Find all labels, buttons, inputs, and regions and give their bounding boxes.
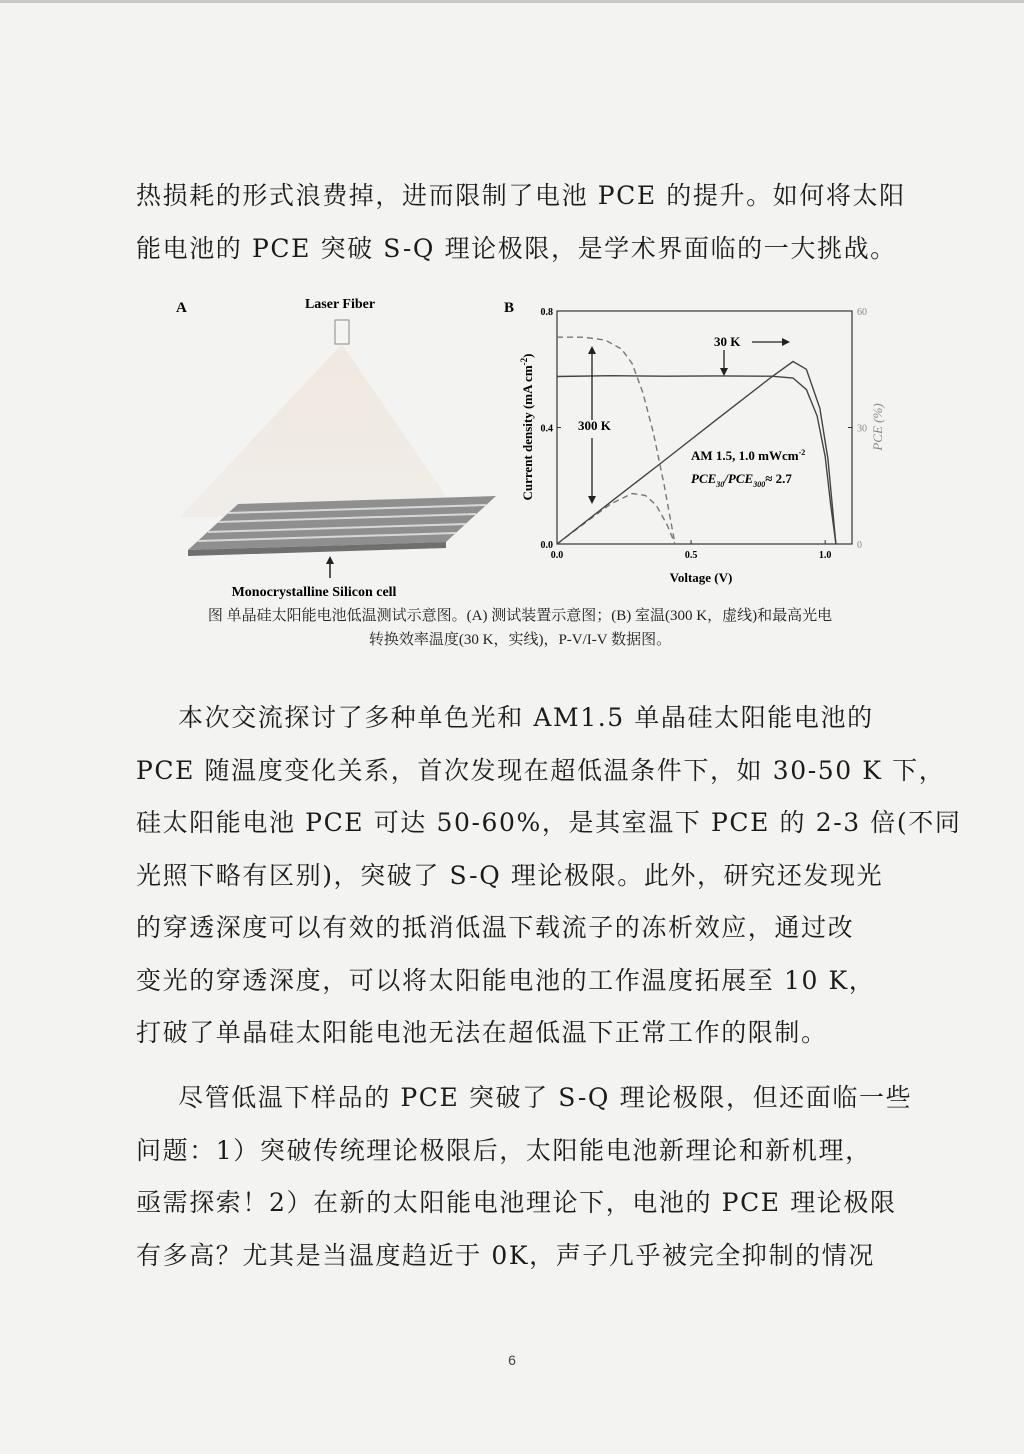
text-line: 能电池的 PCE 突破 S-Q 理论极限，是学术界面临的一大挑战。 bbox=[136, 233, 897, 263]
series-line-300k-j-v bbox=[557, 337, 675, 544]
y-tick-label: 0.4 bbox=[540, 423, 553, 435]
y-tick-label: 0.0 bbox=[540, 540, 553, 551]
x-axis-label: Voltage (V) bbox=[669, 570, 733, 585]
figure-caption bbox=[120, 604, 920, 652]
text-line: 问题：1）突破传统理论极限后，太阳能电池新理论和新机理， bbox=[136, 1135, 872, 1165]
series-line-300k-p-v bbox=[557, 494, 675, 545]
x-tick-label: 0.0 bbox=[550, 550, 564, 561]
scan-edge bbox=[0, 0, 1024, 3]
laser-fiber-label: Laser Fiber bbox=[304, 297, 376, 312]
y-axis-label: Current density (mA $cm^{-2}$) bbox=[519, 353, 535, 501]
y2-tick-label: 30 bbox=[857, 423, 867, 435]
text-line: 尽管低温下样品的 PCE 突破了 S-Q 理论极限，但还面临一些 bbox=[178, 1083, 913, 1112]
pce-ratio-label: $PCE_{30}/PCE_{300}\approx 2.7$ bbox=[691, 471, 792, 489]
caption-line: 图 单晶硅太阳能电池低温测试示意图。(A) 测试装置示意图；(B) 室温(300 K，虚线)和最高光电 bbox=[207, 608, 833, 624]
y2-axis-label: PCE (%) bbox=[870, 403, 885, 451]
label-300k: 300 K bbox=[578, 418, 611, 433]
text-line: 热损耗的形式浪费掉，进而限制了电池 PCE 的提升。如何将太阳 bbox=[136, 181, 906, 210]
arrowhead-up-icon bbox=[588, 346, 596, 354]
x-tick-label: 0.5 bbox=[684, 550, 698, 561]
caption-line: 转换效率温度(30 K，实线)，P-V/I-V 数据图。 bbox=[368, 632, 672, 648]
condition-label: AM 1.5, 1.0 mWcm$^{-2}$ bbox=[691, 448, 806, 463]
body-paragraph-1 bbox=[136, 692, 962, 1060]
text-line: 光照下略有区别)，突破了 S-Q 理论极限。此外，研究还发现光 bbox=[136, 860, 884, 890]
intro-paragraph bbox=[136, 170, 906, 275]
laser-fiber-icon bbox=[335, 320, 349, 344]
chart-marks bbox=[541, 307, 868, 561]
figure-a-setup-diagram bbox=[160, 292, 500, 610]
body-paragraph-2 bbox=[136, 1072, 913, 1282]
annotation-300k bbox=[578, 346, 612, 504]
arrowhead-down-icon bbox=[720, 368, 728, 376]
y-tick-label: 0.8 bbox=[540, 307, 553, 318]
arrowhead-down-icon bbox=[588, 496, 596, 504]
page-number: 6 bbox=[508, 1352, 516, 1368]
text-line: 打破了单晶硅太阳能电池无法在超低温下正常工作的限制。 bbox=[136, 1018, 828, 1047]
text-line: 的穿透深度可以有效的抵消低温下载流子的冻析效应，通过改 bbox=[136, 913, 855, 942]
text-line: PCE 随温度变化关系，首次发现在超低温条件下，如 30-50 K 下， bbox=[136, 755, 946, 785]
y2-tick-label: 60 bbox=[857, 307, 867, 318]
laser-beam-cone bbox=[180, 344, 460, 517]
figure-b-chart bbox=[500, 292, 900, 592]
x-tick-label: 1.0 bbox=[818, 550, 832, 561]
text-line: 本次交流探讨了多种单色光和 AM1.5 单晶硅太阳能电池的 bbox=[178, 703, 874, 732]
panel-label-b: B bbox=[504, 300, 515, 316]
text-line: 硅太阳能电池 PCE 可达 50-60%，是其室温下 PCE 的 2-3 倍(不同 bbox=[136, 808, 962, 837]
text-line: 变光的穿透深度，可以将太阳能电池的工作温度拓展至 10 K， bbox=[136, 965, 876, 995]
arrowhead-right-icon bbox=[782, 338, 790, 346]
text-line: 亟需探索！2）在新的太阳能电池理论下，电池的 PCE 理论极限 bbox=[136, 1188, 897, 1217]
text-line: 有多高？尤其是当温度趋近于 0K，声子几乎被完全抑制的情况 bbox=[136, 1240, 875, 1270]
y2-tick-label: 0 bbox=[857, 540, 862, 551]
label-30k: 30 K bbox=[714, 334, 741, 349]
annotation-30k bbox=[714, 334, 790, 376]
panel-label-a: A bbox=[176, 300, 187, 316]
up-arrow-icon bbox=[326, 556, 334, 578]
silicon-cell-label: Monocrystalline Silicon cell bbox=[231, 585, 397, 600]
